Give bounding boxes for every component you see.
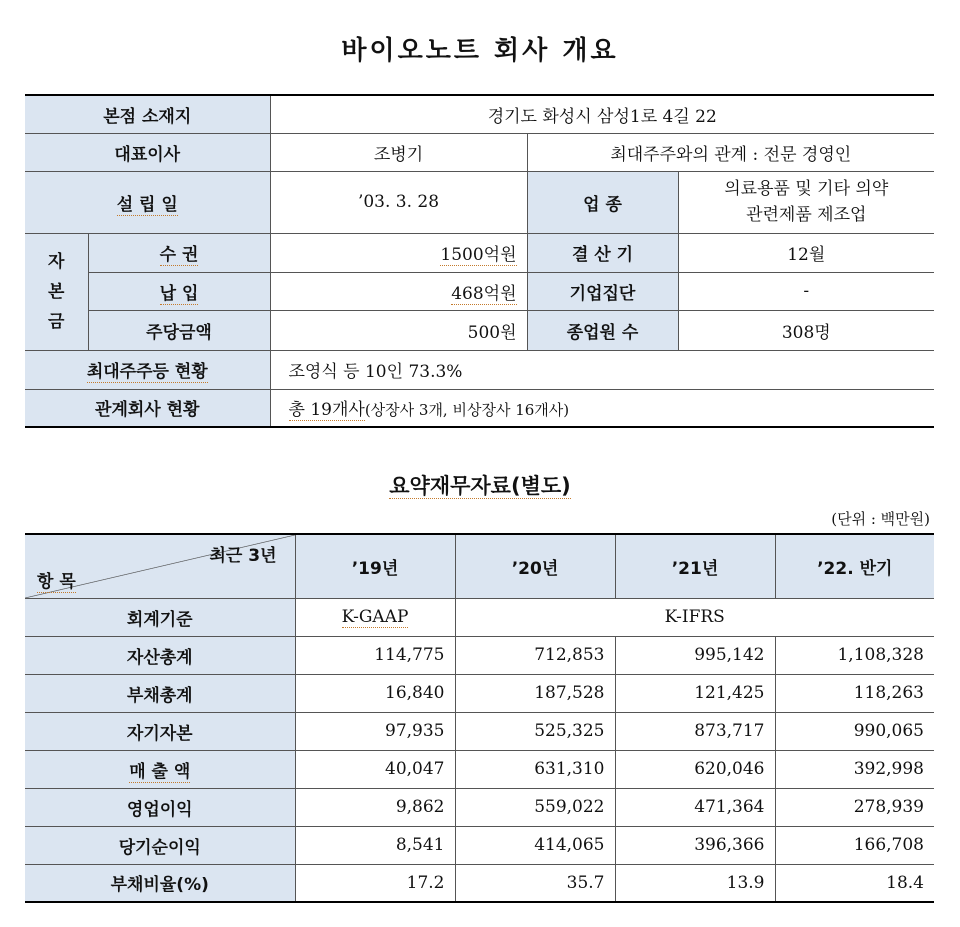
value-cell: 114,775 xyxy=(295,636,455,674)
row-label xyxy=(25,750,295,788)
unit-note: (단위 : 백만원) xyxy=(831,510,930,528)
value-cell: 18.4 xyxy=(775,864,934,902)
founded-value: ’03. 3. 28 xyxy=(270,171,527,233)
standard-2019-text: K-GAAP xyxy=(341,607,409,627)
row-founded xyxy=(25,171,934,233)
industry-label: 업 종 xyxy=(527,171,678,233)
value-cell: 9,862 xyxy=(295,788,455,826)
shareholder-value: 조영식 등 10인 73.3% xyxy=(270,350,934,389)
value-cell: 525,325 xyxy=(455,712,615,750)
row-label: 자산총계 xyxy=(25,636,295,674)
hq-value: 경기도 화성시 삼성1로 4길 22 xyxy=(270,95,934,133)
fiscal-label: 결 산 기 xyxy=(527,233,678,272)
standard-rest: K-IFRS xyxy=(455,598,934,636)
value-cell: 166,708 xyxy=(775,826,934,864)
value-cell: 995,142 xyxy=(615,636,775,674)
value-cell: 187,528 xyxy=(455,674,615,712)
fin-header-row xyxy=(25,534,934,598)
ceo-relation: 최대주주와의 관계 : 전문 경영인 xyxy=(527,133,934,171)
financial-title xyxy=(0,470,960,500)
capital-label-2: 본 xyxy=(48,281,65,302)
table-row xyxy=(25,712,934,750)
ceo-value: 조병기 xyxy=(270,133,527,171)
row-label: 당기순이익 xyxy=(25,826,295,864)
value-cell: 8,541 xyxy=(295,826,455,864)
table-row xyxy=(25,636,934,674)
value-cell: 16,840 xyxy=(295,674,455,712)
authorized-label xyxy=(88,233,270,272)
header-top-label: 최근 3년 xyxy=(209,546,277,566)
authorized-value-text: 1500억원 xyxy=(440,245,517,265)
col-2019: ’19년 xyxy=(295,534,455,598)
capital-label-1: 자 xyxy=(48,251,65,272)
header-diagonal-cell xyxy=(25,534,295,598)
affiliates-count: 총 19개사 xyxy=(288,400,365,421)
capital-label xyxy=(25,233,88,350)
paidin-value xyxy=(270,272,527,310)
table-row xyxy=(25,750,934,788)
row-label: 영업이익 xyxy=(25,788,295,826)
industry-value-line1: 의료용품 및 기타 의약 xyxy=(724,179,889,199)
value-cell: 396,366 xyxy=(615,826,775,864)
group-value: - xyxy=(678,272,934,310)
header-bottom-label-text: 항 목 xyxy=(37,571,76,592)
row-label-text: 매 출 액 xyxy=(129,761,191,782)
par-label: 주당금액 xyxy=(88,310,270,350)
value-cell: 35.7 xyxy=(455,864,615,902)
affiliates-detail: (상장사 3개, 비상장사 16개사) xyxy=(364,401,570,420)
value-cell: 17.2 xyxy=(295,864,455,902)
header-bottom-label xyxy=(37,567,76,592)
value-cell: 121,425 xyxy=(615,674,775,712)
founded-label xyxy=(25,171,270,233)
standard-label: 회계기준 xyxy=(25,598,295,636)
financial-summary-table xyxy=(25,533,934,903)
row-paidin xyxy=(25,272,934,310)
employees-value: 308명 xyxy=(678,310,934,350)
industry-value xyxy=(678,171,934,233)
table-row xyxy=(25,826,934,864)
value-cell: 392,998 xyxy=(775,750,934,788)
table-row xyxy=(25,788,934,826)
fiscal-value: 12월 xyxy=(678,233,934,272)
paidin-value-text: 468억원 xyxy=(451,283,517,304)
value-cell: 1,108,328 xyxy=(775,636,934,674)
row-shareholder xyxy=(25,350,934,389)
value-cell: 990,065 xyxy=(775,712,934,750)
row-par xyxy=(25,310,934,350)
row-authorized xyxy=(25,233,934,272)
col-2021: ’21년 xyxy=(615,534,775,598)
value-cell: 559,022 xyxy=(455,788,615,826)
row-affiliates xyxy=(25,389,934,427)
value-cell: 40,047 xyxy=(295,750,455,788)
value-cell: 13.9 xyxy=(615,864,775,902)
affiliates-value xyxy=(270,389,934,427)
founded-label-text: 설 립 일 xyxy=(116,194,178,215)
capital-label-3: 금 xyxy=(48,311,65,332)
employees-label: 종업원 수 xyxy=(527,310,678,350)
financial-title-text: 요약재무자료(별도) xyxy=(389,474,571,498)
industry-value-line2: 관련제품 제조업 xyxy=(746,205,867,225)
shareholder-label xyxy=(25,350,270,389)
par-value: 500원 xyxy=(270,310,527,350)
ceo-label: 대표이사 xyxy=(25,133,270,171)
value-cell: 873,717 xyxy=(615,712,775,750)
value-cell: 712,853 xyxy=(455,636,615,674)
value-cell: 631,310 xyxy=(455,750,615,788)
row-label: 자기자본 xyxy=(25,712,295,750)
row-ceo xyxy=(25,133,934,171)
group-label: 기업집단 xyxy=(527,272,678,310)
col-2022h1: ’22. 반기 xyxy=(775,534,934,598)
authorized-value xyxy=(270,233,527,272)
standard-2019 xyxy=(295,598,455,636)
hq-label: 본점 소재지 xyxy=(25,95,270,133)
paidin-label-text: 납 입 xyxy=(159,283,199,304)
row-label: 부채총계 xyxy=(25,674,295,712)
page-title: 바이오노트 회사 개요 xyxy=(341,36,619,66)
shareholder-label-text: 최대주주등 현황 xyxy=(86,362,208,382)
col-2020: ’20년 xyxy=(455,534,615,598)
paidin-label xyxy=(88,272,270,310)
authorized-label-text: 수 권 xyxy=(159,245,199,265)
row-label: 부채비율(%) xyxy=(25,864,295,902)
table-row xyxy=(25,674,934,712)
value-cell: 278,939 xyxy=(775,788,934,826)
value-cell: 97,935 xyxy=(295,712,455,750)
value-cell: 414,065 xyxy=(455,826,615,864)
value-cell: 620,046 xyxy=(615,750,775,788)
value-cell: 471,364 xyxy=(615,788,775,826)
value-cell: 118,263 xyxy=(775,674,934,712)
affiliates-label: 관계회사 현황 xyxy=(25,389,270,427)
table-row xyxy=(25,864,934,902)
fin-standard-row xyxy=(25,598,934,636)
company-overview-table xyxy=(25,94,934,428)
row-hq xyxy=(25,95,934,133)
